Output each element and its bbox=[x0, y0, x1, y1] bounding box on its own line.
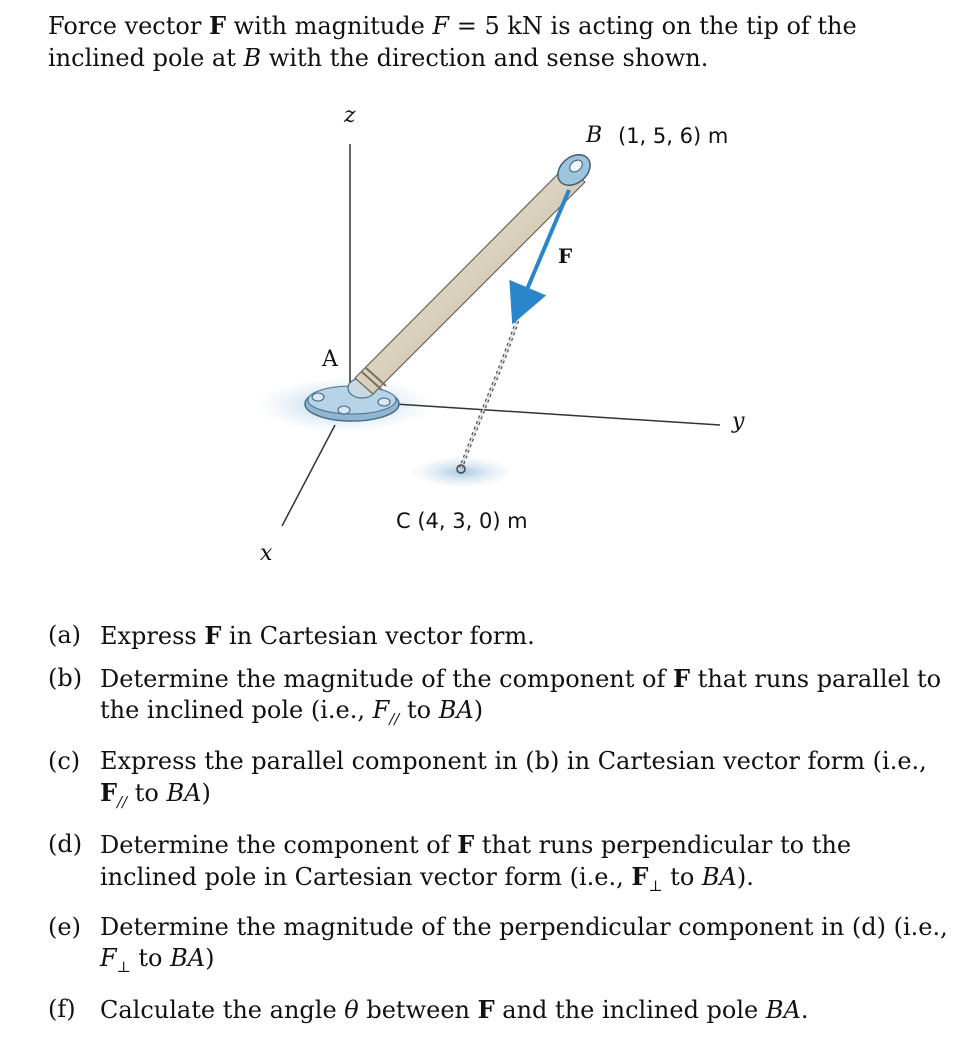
text-run: ) bbox=[473, 696, 484, 724]
question-tag: (d) bbox=[48, 829, 83, 858]
parallel-subscript: // bbox=[389, 709, 400, 728]
text-run: ) bbox=[205, 944, 215, 973]
inclined-pole bbox=[355, 166, 585, 394]
y-axis-line bbox=[395, 404, 720, 425]
axis-z-label: z bbox=[344, 103, 356, 128]
intro-vector-F: F bbox=[208, 11, 226, 40]
question-tag: (b) bbox=[48, 664, 83, 692]
text-run: to bbox=[127, 778, 167, 807]
question-text bbox=[100, 746, 953, 818]
question-d bbox=[48, 829, 953, 902]
text-run: Determine the magnitude of the component of bbox=[100, 665, 673, 693]
axis-y-label: y bbox=[732, 409, 745, 434]
vector-F: F bbox=[204, 621, 222, 650]
text-run: and the inclined pole bbox=[494, 996, 766, 1025]
text-run: to bbox=[399, 696, 439, 724]
text-run: to bbox=[130, 944, 171, 973]
intro-magnitude-F: F bbox=[432, 12, 450, 40]
text-run: in Cartesian vector form. bbox=[221, 622, 535, 650]
point-B-coords: (1, 5, 6) m bbox=[618, 124, 729, 148]
text-run: Determine the magnitude of the perpendicular component in (d) (i.e., bbox=[100, 913, 948, 942]
angle-theta: θ bbox=[344, 996, 359, 1025]
question-text bbox=[100, 912, 953, 983]
bolt-icon bbox=[312, 393, 324, 401]
pole-BA: BA bbox=[701, 862, 737, 891]
magnitude-F: F bbox=[372, 696, 390, 724]
pole-BA: BA bbox=[765, 996, 801, 1025]
question-text bbox=[100, 620, 953, 652]
pole-BA: BA bbox=[438, 696, 474, 724]
text-run: between bbox=[358, 996, 478, 1025]
bolt-icon bbox=[378, 398, 390, 406]
text-run: ). bbox=[736, 862, 754, 891]
perpendicular-subscript: ⊥ bbox=[116, 958, 131, 977]
intro-text-2: with magnitude bbox=[225, 12, 433, 40]
intro-text-1: Force vector bbox=[48, 12, 209, 40]
text-run: Express the parallel component in (b) in Cartesian vector form (i.e., bbox=[100, 746, 927, 775]
vector-F: F bbox=[631, 861, 649, 891]
question-tag: (c) bbox=[48, 746, 81, 775]
x-axis-line bbox=[282, 425, 335, 526]
intro-text-3: = 5 kN is acting on the tip of the inclined pole at bbox=[48, 12, 857, 72]
bolt-icon bbox=[338, 406, 350, 414]
text-run: Calculate the angle bbox=[100, 996, 345, 1025]
text-run: Express bbox=[100, 622, 205, 650]
pole-BA: BA bbox=[166, 778, 202, 807]
force-label: F bbox=[558, 244, 573, 268]
axis-x-label: x bbox=[260, 541, 273, 566]
vector-F: F bbox=[673, 664, 691, 693]
magnitude-F: F bbox=[100, 944, 117, 973]
question-tag: (a) bbox=[48, 621, 82, 649]
intro-point-B: B bbox=[243, 44, 262, 72]
question-text bbox=[100, 994, 953, 1026]
point-B-label: B bbox=[586, 123, 603, 148]
question-text bbox=[100, 829, 953, 902]
question-f bbox=[48, 994, 953, 1026]
question-b bbox=[48, 663, 953, 735]
text-run: that runs perpendicular to the inclined pole in Cartesian vector form (i.e., bbox=[100, 830, 852, 891]
question-list bbox=[48, 620, 953, 1037]
text-run: Determine the component of bbox=[100, 830, 458, 859]
text-run: . bbox=[800, 996, 809, 1025]
question-text bbox=[100, 663, 953, 735]
intro-text-4: with the direction and sense shown. bbox=[261, 44, 709, 72]
question-a bbox=[48, 620, 953, 652]
pole-BA: BA bbox=[170, 944, 206, 973]
text-run: to bbox=[662, 862, 702, 891]
vector-F: F bbox=[100, 777, 118, 807]
question-c bbox=[48, 746, 953, 818]
point-C-label: C (4, 3, 0) m bbox=[396, 509, 528, 533]
question-tag: (f) bbox=[48, 995, 76, 1024]
question-tag: (e) bbox=[48, 913, 81, 942]
question-e bbox=[48, 912, 953, 983]
text-run: that runs parallel to the inclined pole (i.e., bbox=[100, 665, 942, 724]
point-A-label: A bbox=[322, 347, 338, 372]
vector-F: F bbox=[457, 829, 475, 859]
text-run: ) bbox=[201, 778, 211, 807]
vector-F: F bbox=[477, 995, 495, 1025]
parallel-subscript: // bbox=[117, 792, 128, 811]
perpendicular-subscript: ⊥ bbox=[648, 876, 663, 895]
